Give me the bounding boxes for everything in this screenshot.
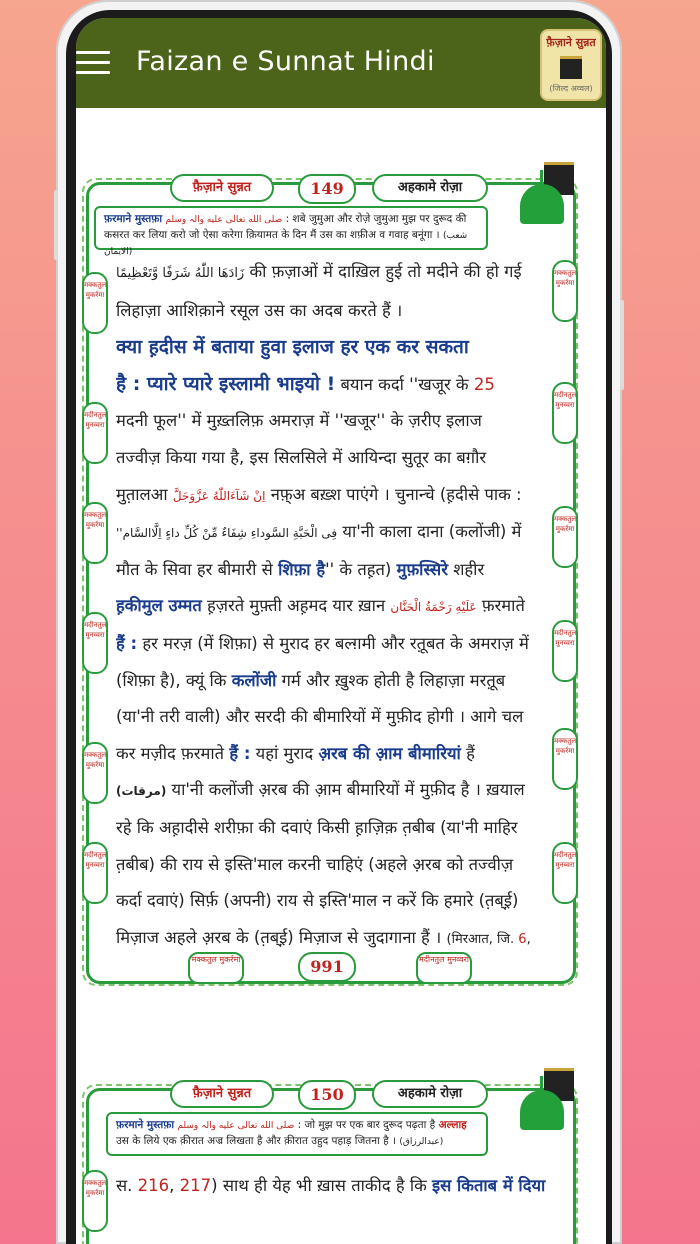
line-text: कर मज़ीद फ़रमाते	[116, 743, 230, 763]
bold-text: कलोंजी	[231, 670, 277, 690]
book-page-150	[82, 1074, 582, 1244]
side-tag-left: मदीनतुल मुनव्वरा	[82, 612, 108, 674]
app-bar	[76, 18, 606, 108]
text-line	[116, 699, 556, 736]
logo-subtitle: (जिल्द अव्वल)	[549, 84, 593, 93]
hadith-box	[106, 1112, 488, 1156]
bold-text: ह़कीमुल उम्मत	[116, 596, 202, 616]
app-screen	[76, 18, 606, 1244]
red-number: 216	[137, 1176, 170, 1195]
text-line	[116, 1168, 556, 1205]
bold-text: मुफ़स्सिरे	[396, 559, 448, 579]
arabic-phrase: عَلَيْهِ رَحْمَةُ الْحَنَّان	[390, 600, 477, 615]
footer-page-number: 991	[298, 952, 356, 982]
side-tag-right: मक्कतुल मुकर्रमा	[552, 260, 578, 322]
line-text: मदनी फूल'' में मुख़्तलिफ़ अमराज़ में ''खजूर'' के ज़रीए इलाज	[116, 411, 482, 431]
red-number: 217	[179, 1176, 212, 1195]
side-tag-right: मदीनतुल मुनव्वरा	[552, 842, 578, 904]
bold-text: अ़रब की आ़म बीमारियां	[318, 743, 461, 763]
bold-text: हैं :	[229, 743, 251, 763]
line-text: (या'नी तरी वाली) और सरदी की बीमारियों में मुफ़ीद होगी । आगे चल	[116, 707, 524, 727]
book-name-label: फ़ैज़ाने सुन्नत	[170, 174, 274, 202]
text-line	[116, 514, 556, 552]
page-number: 150	[298, 1080, 356, 1110]
section-heading	[116, 329, 556, 366]
line-text: गर्म और ख़ुश्क होती है लिहाज़ा मरत़ूब	[276, 670, 506, 690]
book-logo	[540, 29, 602, 101]
line-text: ,	[169, 1176, 180, 1195]
text-line	[116, 847, 556, 884]
line-text: त़बीब) की राय से इस्ति'माल करनी चाहिएं (अहले अ़रब को तज्वीज़	[116, 854, 514, 874]
page-body-text	[116, 254, 556, 958]
green-dome-icon	[516, 162, 576, 228]
kaaba-icon	[560, 56, 582, 79]
line-text: शहीर	[447, 559, 485, 579]
bold-text: हैं :	[116, 633, 138, 653]
side-tag-right: मदीनतुल मुनव्वरा	[552, 620, 578, 682]
logo-text: फ़ैज़ाने सुन्नत	[546, 36, 596, 49]
hadith-source: (شعب الایمان)	[104, 231, 468, 257]
text-line	[116, 883, 556, 920]
red-number: 25	[473, 374, 495, 394]
side-tag-right: मक्कतुल मुकर्रमा	[552, 728, 578, 790]
arabic-hadith: ''فِى الْحَبَّةِ السَّوداءِ شِفَاءٌ مِّنْ كُلِّ داءٍ اِلَّاالسَّام	[116, 526, 338, 541]
text-line	[116, 772, 556, 810]
red-number: 6	[518, 931, 527, 947]
chapter-label: अहकामे रोज़ा	[372, 174, 488, 202]
line-text: मिज़ाज अहले अ़रब के (त़ब्ई़) मिज़ाज से जुदागाना हैं ।	[116, 927, 447, 947]
hadith-honorific: صلى الله تعالى عليه والہ وسلم	[165, 215, 283, 225]
line-text: मौत के सिवा हर बीमारी से	[116, 559, 279, 579]
line-text: हैं	[460, 743, 475, 763]
line-text: लिहाज़ा आशिक़ाने रसूल उस का अदब करते हैं ।	[116, 300, 403, 320]
line-text: कर्दा दवाएं) सिर्फ़ (अपनी) राय से इस्ति'माल न करें कि हमारे (त़ब्ई़)	[116, 891, 519, 911]
line-text: या'नी कलोंजी अ़रब की आ़म बीमारियों में मुफ़ीद है । ख़याल	[166, 780, 525, 800]
line-text: नफ़्अ बख़्श पाएंगे । चुनान्चे (ह़दीसे पाक :	[265, 484, 522, 504]
arabic-phrase: اِنْ شَآءَاللّٰهُ عَزَّوَجَلَّ	[172, 488, 266, 503]
text-line	[116, 254, 556, 293]
line-text: की फ़ज़ाओं में दाख़िल हुई तो मदीने की हो गई	[244, 262, 522, 281]
text-line	[116, 477, 556, 515]
page-header	[82, 174, 582, 202]
side-tag-left: मक्कतुल मुकर्रमा	[82, 502, 108, 564]
side-tag-left: मक्कतुल मुकर्रमा	[82, 272, 108, 334]
hadith-label: फ़रमाने मुस्तफ़ा	[116, 1119, 175, 1131]
line-text: यहां मुराद	[250, 743, 319, 763]
line-text: फ़रमाते	[476, 596, 525, 616]
text-line	[116, 626, 556, 663]
hadith-box	[94, 206, 488, 257]
page-body-text	[116, 1168, 556, 1205]
hadith-text: : शबे जुमुआ और रोज़े जुमुआ मुझ पर दुरूद की कसरत कर लिया करो जो ऐसा करेगा क़ियामत के दिन मैं उस का शफ़ीअ व गवाह बनूंगा ।	[104, 213, 467, 241]
line-text: या'नी काला दाना (कलोंजी) में	[337, 522, 522, 542]
hadith-text-2: उस के लिये एक क़ीरात अज्र लिखता है और क़ीरात उहुद पहाड़ जितना है ।	[116, 1135, 396, 1147]
side-tag-left: मक्कतुल मुकर्रमा	[82, 1170, 108, 1232]
text-line	[116, 293, 556, 330]
text-line	[116, 440, 556, 477]
arabic-source: (مرقات)	[116, 784, 167, 799]
arabic-phrase: زَادَهَا اللّٰهُ شَرَفًا وَّتَعْظِيمًا	[116, 266, 245, 281]
text-line	[116, 736, 556, 773]
line-text: रहे कि अह़ादीसे शरीफ़ा की दवाएं किसी ह़ाज़िक़ त़बीब (या'नी माहिर	[116, 817, 518, 837]
allah-word: अल्लाह	[438, 1119, 467, 1131]
side-tag-left: मदीनतुल मुनव्वरा	[82, 402, 108, 464]
hadith-honorific: صلى الله تعالى عليه والہ وسلم	[177, 1121, 295, 1131]
line-text: तज्वीज़ किया गया है, इस सिलसिले में आयिन्दा सुतूर का बग़ौर	[116, 447, 487, 467]
volume-button	[54, 190, 58, 260]
heading-text: है : प्यारे प्यारे इस्लामी भाइयो !	[116, 372, 336, 395]
citation: (मिरआत, जि.	[446, 931, 519, 947]
line-text: ) साथ ही येह भी ख़ास ताकीद है कि	[211, 1176, 433, 1195]
line-text: (शिफ़ा है), क्यूं कि	[116, 670, 232, 690]
hamburger-menu-icon[interactable]	[76, 51, 110, 75]
bold-text: इस किताब में दिया	[432, 1176, 546, 1195]
app-title: Faizan e Sunnat Hindi	[136, 46, 435, 77]
chapter-label: अहकामे रोज़ा	[372, 1080, 488, 1108]
bold-text: शिफ़ा है	[278, 559, 326, 579]
page-header	[82, 1080, 582, 1108]
hadith-label: फ़रमाने मुस्तफ़ा	[104, 213, 163, 225]
line-text: बयान कर्दा ''खजूर के	[335, 374, 474, 394]
text-line	[116, 403, 556, 440]
page-footer	[82, 952, 582, 982]
line-text: '' के तह़त)	[325, 559, 397, 579]
hadith-text: : जो मुझ पर एक बार दुरूद पढ़ता है	[297, 1119, 436, 1131]
text-line	[116, 663, 556, 700]
line-text: मुत़ालआ	[116, 484, 173, 504]
line-text: हर मरज़ (में शिफ़ा) से मुराद हर बल्ग़मी और रत़ूबत के अमराज़ में	[137, 633, 529, 653]
footer-tag-left: मक्कतुल मुकर्रमा	[188, 952, 244, 984]
side-tag-right: मक्कतुल मुकर्रमा	[552, 506, 578, 568]
green-dome-icon	[516, 1068, 576, 1134]
footer-tag-right: मदीनतुल मुनव्वरा	[416, 952, 472, 984]
line-text: ह़ज़रते मुफ़्ती अह़मद यार ख़ान	[201, 596, 391, 616]
heading-text: क्या ह़दीस में बताया हुवा इलाज हर एक कर सकता	[116, 336, 469, 359]
page-number: 149	[298, 174, 356, 204]
book-name-label: फ़ैज़ाने सुन्नत	[170, 1080, 274, 1108]
power-button	[620, 300, 624, 390]
book-page-149	[82, 168, 582, 993]
text-line	[116, 366, 556, 404]
side-tag-left: मदीनतुल मुनव्वरा	[82, 842, 108, 904]
line-text: ,	[526, 931, 531, 947]
hadith-source: (عبدالرزاق)	[399, 1137, 444, 1147]
line-text: स.	[116, 1176, 138, 1195]
text-line	[116, 552, 556, 589]
text-line	[116, 810, 556, 847]
text-line	[116, 588, 556, 626]
side-tag-right: मदीनतुल मुनव्वरा	[552, 382, 578, 444]
side-tag-left: मक्कतुल मुकर्रमा	[82, 742, 108, 804]
